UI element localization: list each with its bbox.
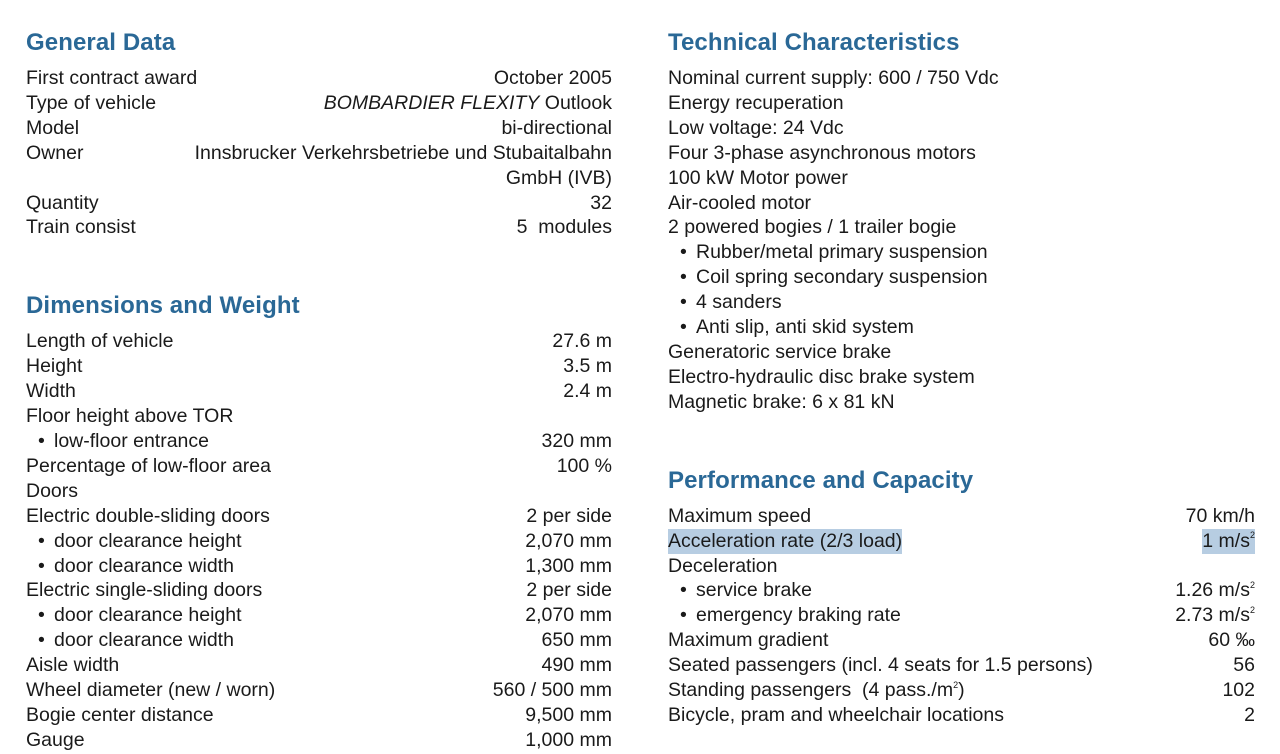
general-data-table [26,66,612,240]
value-text: 1.26 m/s [1175,579,1250,602]
list-item [668,265,1255,290]
list-item [668,390,1255,415]
row-label: Wheel diameter (new / worn) [26,679,276,702]
item-text: Nominal current supply: 600 / 750 Vdc [668,67,999,89]
row-label: Bicycle, pram and wheelchair locations [668,703,1004,726]
item-text: Four 3-phase asynchronous motors [668,141,976,164]
table-row [668,653,1255,678]
item-text: • Anti slip, anti skid system [668,315,914,340]
table-row [668,703,1255,728]
row-label: • door clearance width [26,628,234,653]
model-name: Outlook [539,91,612,114]
list-item [668,166,1255,191]
row-label: Gauge [26,728,85,751]
technical-heading: Technical Characteristics [668,29,960,56]
table-row [668,678,1255,703]
row-label: Owner [26,141,84,164]
table-row [26,404,612,429]
row-label: Electric single-sliding doors [26,579,263,602]
list-item [668,91,1255,116]
performance-heading: Performance and Capacity [668,466,974,494]
row-value: 1,000 mm [525,728,612,751]
table-row [26,653,612,678]
row-value [1175,578,1255,603]
dimensions-heading: Dimensions and Weight [26,292,300,320]
table-row [26,354,612,379]
row-value: 56 [1233,654,1255,677]
row-label: Electric double-sliding doors [26,504,270,527]
value-text: 1 m/s [1202,529,1250,552]
list-item [668,215,1255,240]
table-row [26,191,612,216]
row-value: 3.5 m [563,355,612,378]
row-value: 27.6 m [552,330,612,353]
row-label: Deceleration [668,554,778,577]
row-value: 650 mm [541,629,612,652]
item-text: 100 kW Motor power [668,166,848,189]
table-row [26,329,612,354]
row-label: • emergency braking rate [668,603,901,628]
table-row [668,578,1255,603]
row-label: • door clearance height [26,603,242,628]
row-label: Aisle width [26,654,120,677]
row-label: • door clearance height [26,529,242,554]
row-value: 102 [1222,679,1255,702]
list-item [668,340,1255,365]
label-text: Standing passengers (4 pass./m [668,679,954,702]
row-value: 9,500 mm [525,703,612,726]
row-value: 2.4 m [563,380,612,403]
row-label: Bogie center distance [26,703,214,726]
row-value: 2,070 mm [525,529,612,552]
item-text: Electro-hydraulic disc brake system [668,365,975,388]
list-item [668,315,1255,340]
item-text: • Coil spring secondary suspension [668,265,988,290]
unit-exponent: 2 [1249,530,1255,541]
list-item [668,191,1255,216]
row-label: Floor height above TOR [26,405,234,428]
table-row [26,703,612,728]
row-value: 100 % [556,454,612,477]
table-row [26,504,612,529]
table-row [668,554,1255,579]
item-text: Air-cooled motor [668,191,812,214]
table-row [26,215,612,240]
item-text: 2 powered bogies / 1 trailer bogie [668,216,957,239]
table-row [26,603,612,628]
table-row [26,454,612,479]
row-label: Maximum speed [668,504,812,527]
row-label-highlighted[interactable]: Acceleration rate (2/3 load) [668,529,903,552]
row-value: 70 km/h [1185,504,1255,527]
table-row [26,479,612,504]
row-label: Maximum gradient [668,629,829,652]
left-column [26,26,612,753]
row-value [1175,603,1255,628]
row-label: • door clearance width [26,554,234,579]
performance-table [668,504,1255,728]
table-row [26,116,612,141]
table-row [668,504,1255,529]
unit-exponent: 2 [1249,604,1255,615]
list-item [668,116,1255,141]
item-text: Energy recuperation [668,91,844,114]
table-row [26,578,612,603]
unit-exponent: 2 [953,679,959,690]
row-value: bi-directional [501,116,612,139]
row-label: Percentage of low-floor area [26,454,271,477]
row-value: 2 per side [526,504,612,527]
item-text: • Rubber/metal primary suspension [668,240,988,265]
row-value: October 2005 [493,67,612,89]
table-row [668,628,1255,653]
brand-name: BOMBARDIER FLEXITY [323,91,540,114]
row-label: Height [26,355,83,378]
item-text: Magnetic brake: 6 x 81 kN [668,390,895,413]
row-value [324,91,612,116]
row-label: Model [26,116,80,139]
item-text: • 4 sanders [668,290,782,315]
row-label: Doors [26,479,79,502]
row-label: • service brake [668,578,812,603]
label-end: ) [958,679,965,702]
item-text: Low voltage: 24 Vdc [668,116,844,139]
table-row [26,429,612,454]
row-value: 60 ‰ [1208,629,1255,652]
table-row [668,603,1255,628]
list-item [668,240,1255,265]
row-label: • low-floor entrance [26,429,209,454]
row-value: 560 / 500 mm [492,679,612,702]
row-label: Type of vehicle [26,91,157,114]
right-column [668,26,1255,728]
row-label: Quantity [26,191,99,214]
row-value: 5 modules [516,216,612,239]
technical-list [668,66,1255,415]
table-row [26,728,612,753]
table-row [668,529,1255,554]
row-label [668,678,965,703]
unit-exponent: 2 [1249,579,1255,590]
table-row [26,678,612,703]
list-item [668,290,1255,315]
table-row [26,91,612,116]
table-row [26,628,612,653]
list-item [668,365,1255,390]
item-text: Generatoric service brake [668,340,892,363]
general-data-heading: General Data [26,29,176,56]
row-label: Length of vehicle [26,330,174,353]
row-value: Innsbrucker Verkehrsbetriebe und Stubaitalbahn GmbH (IVB) [194,141,612,189]
table-row [26,379,612,404]
row-value-highlighted[interactable] [1202,529,1255,554]
table-row [26,529,612,554]
row-value: 320 mm [541,429,612,452]
list-item [668,66,1255,91]
table-row [26,141,612,191]
row-label: First contract award [26,67,198,89]
table-row [26,554,612,579]
value-text: 2.73 m/s [1175,604,1250,627]
row-label: Train consist [26,216,136,239]
table-row [26,66,612,91]
row-value: 2 [1244,703,1255,726]
row-value: 490 mm [541,654,612,677]
row-value: 2,070 mm [525,604,612,627]
row-value: 32 [590,191,612,214]
list-item [668,141,1255,166]
row-value: 2 per side [526,579,612,602]
row-label: Width [26,380,76,403]
row-value: 1,300 mm [525,554,612,577]
row-label: Seated passengers (incl. 4 seats for 1.5 persons) [668,654,1093,677]
dimensions-table [26,329,612,752]
